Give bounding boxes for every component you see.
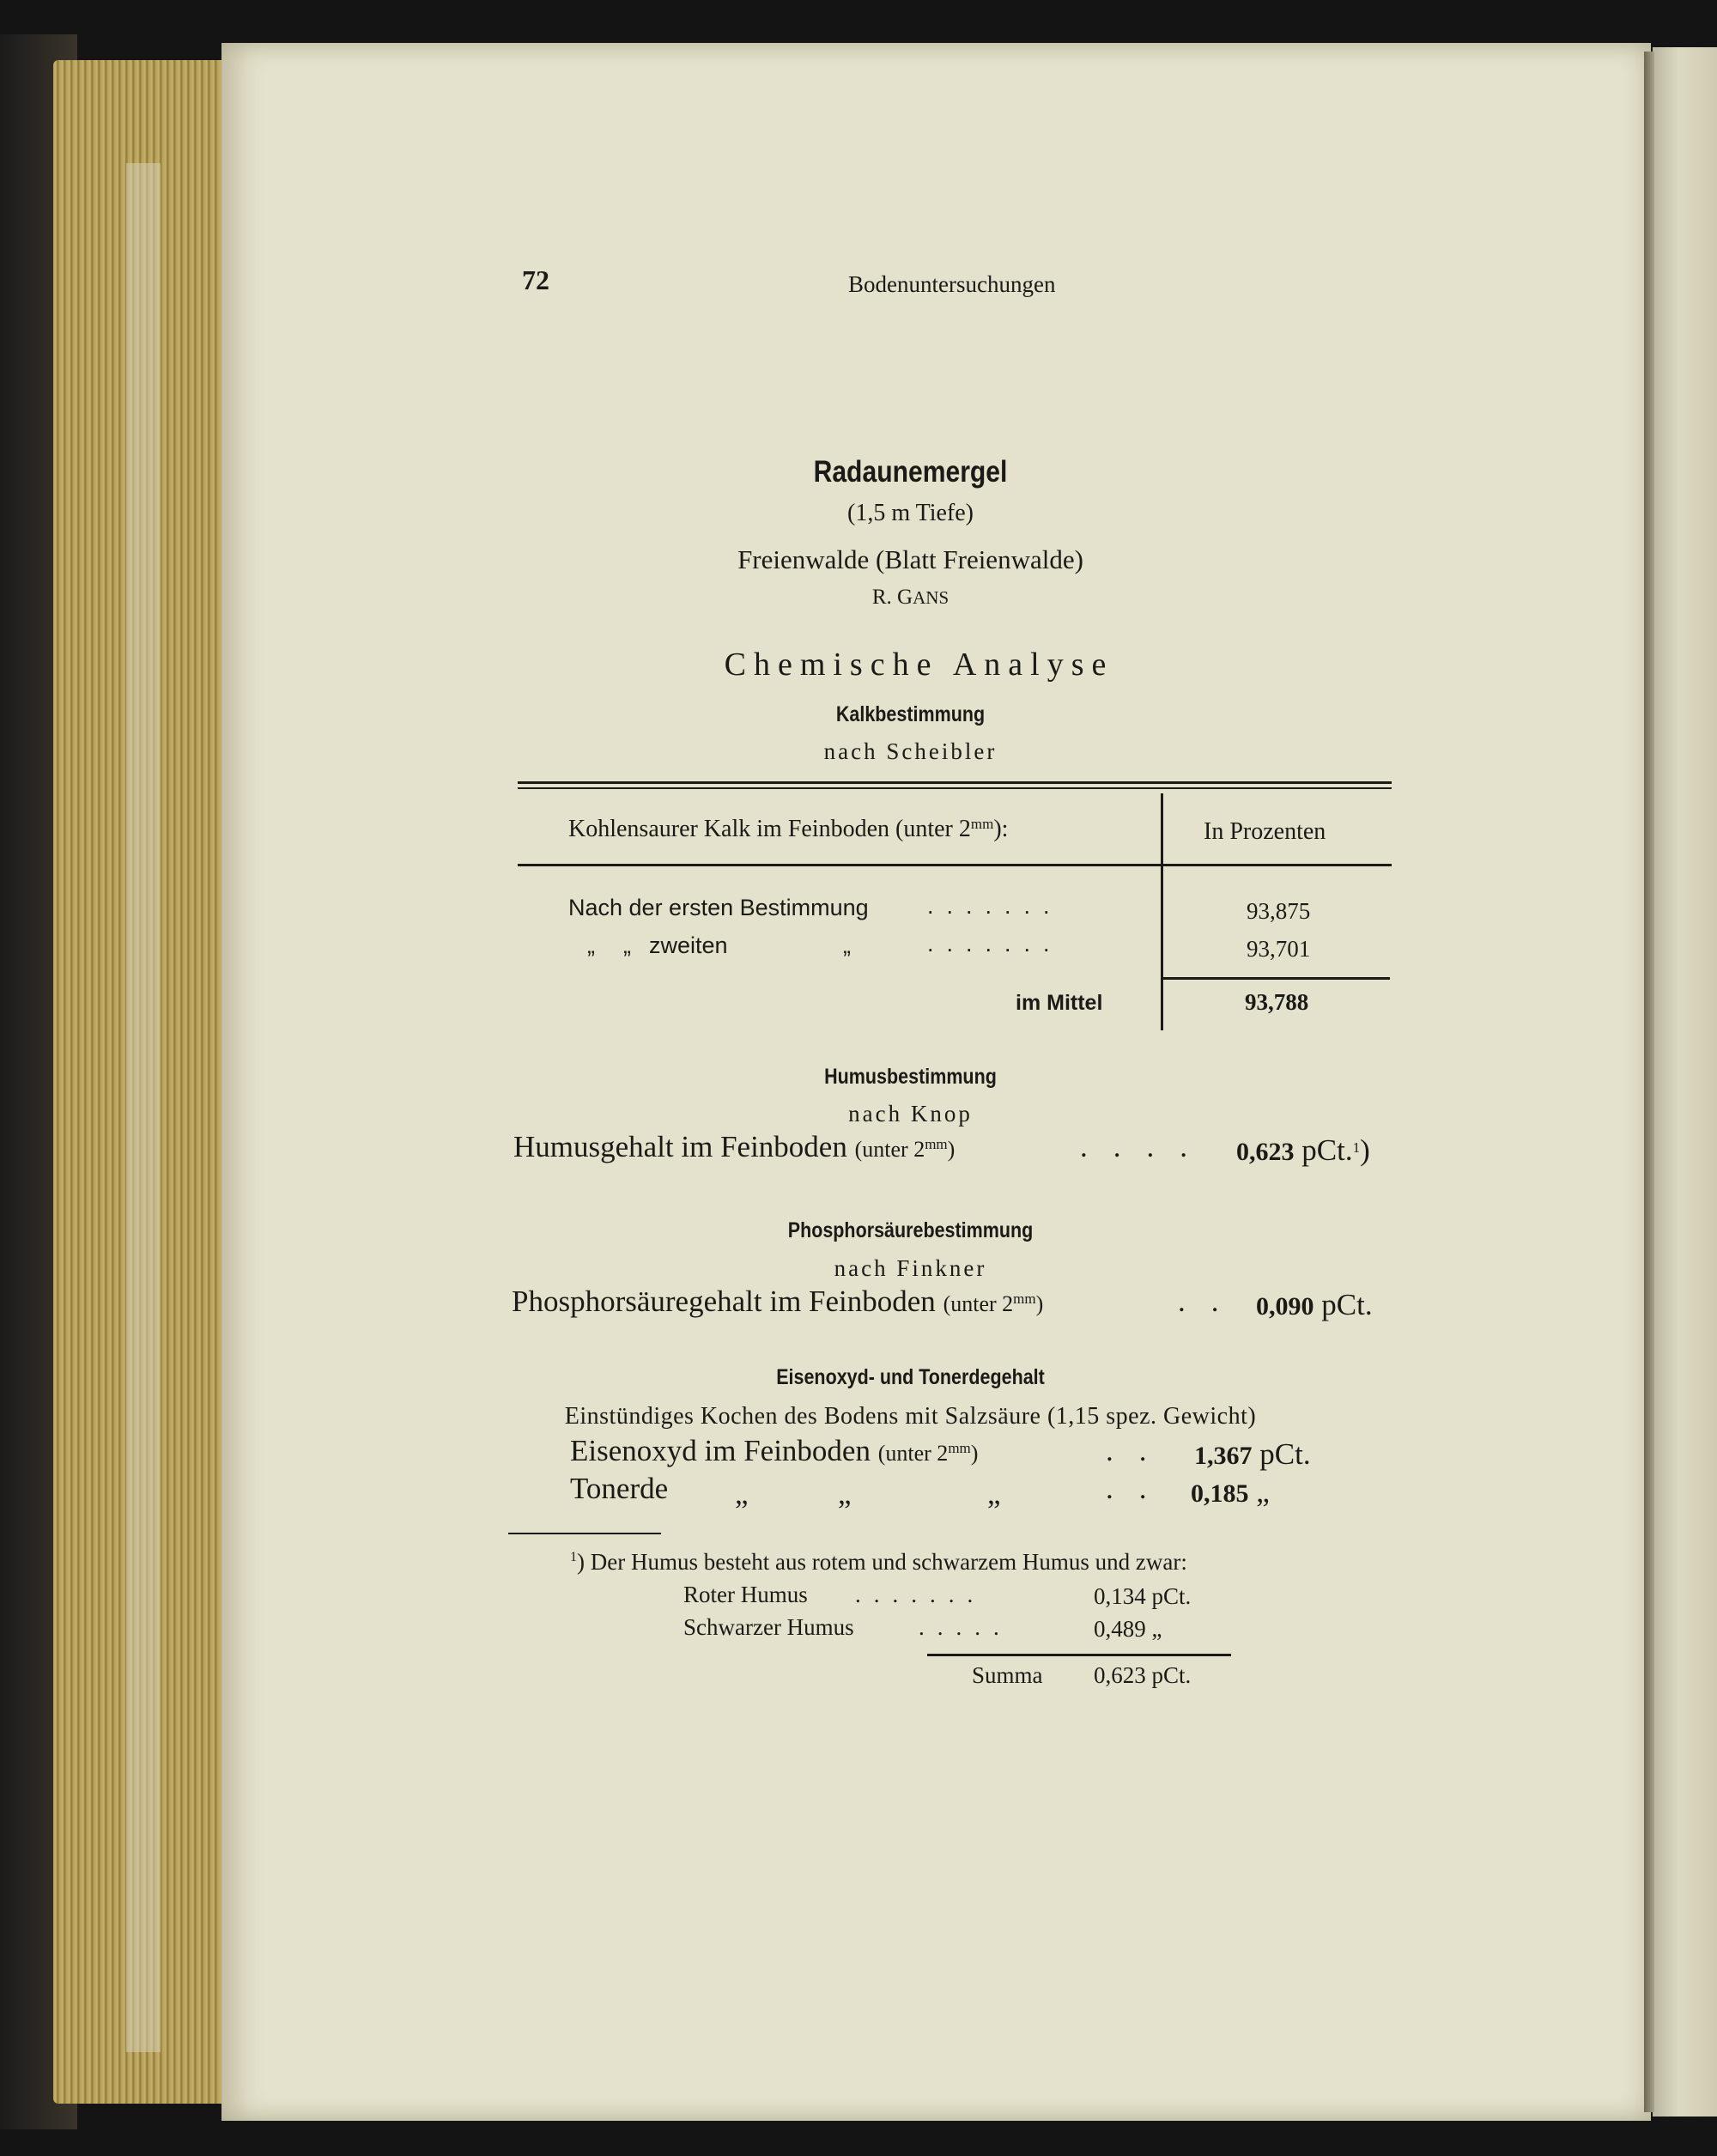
page-edge-highlight [126, 163, 161, 2052]
footnote-sum-rule [927, 1654, 1231, 1656]
footnote-row-2-value: 0,489 „ [1094, 1616, 1162, 1642]
header-left-text: Kohlensaurer Kalk im Feinboden (unter 2 [568, 816, 971, 842]
table-row-2-ditto-1: „ [587, 932, 595, 958]
footnote-marker-close: ) [577, 1549, 585, 1575]
page-gutter [1644, 52, 1654, 2112]
tonerde-value: 0,185 [1191, 1479, 1249, 1508]
humus-line-paren-end: ) [947, 1137, 956, 1162]
footnote-sum-value: 0,623 pCt. [1094, 1662, 1192, 1688]
footnote-sum-label: Summa [972, 1662, 1043, 1688]
phosphor-line-paren-end: ) [1035, 1291, 1044, 1316]
table-sum-rule [1161, 977, 1390, 980]
author-initial: R. [871, 586, 898, 609]
phosphor-value: 0,090 [1256, 1292, 1314, 1321]
tonerde-ditto-2: „ [838, 1477, 852, 1510]
footnote-text [570, 1549, 1187, 1576]
phosphor-line-paren: (unter 2 [943, 1291, 1014, 1316]
humus-line-paren: (unter 2 [854, 1137, 925, 1162]
sample-depth: (1,5 m Tiefe) [847, 500, 974, 526]
analysis-title: Chemische Analyse [724, 647, 1114, 683]
eisenoxyd-paren: (unter 2 [877, 1441, 949, 1466]
kalk-method: nach Scheibler [823, 738, 998, 764]
mean-label: im Mittel [1016, 991, 1103, 1015]
book-page [221, 43, 1651, 2121]
humus-value: 0,623 [1236, 1138, 1295, 1166]
table-header-right: In Prozenten [1204, 818, 1326, 845]
phosphor-heading: Phosphorsäurebestimmung [787, 1218, 1034, 1242]
running-head: Bodenuntersuchungen [848, 271, 1056, 297]
humus-line-text: Humusgehalt im Feinboden [513, 1130, 847, 1163]
page-edges [53, 60, 225, 2104]
table-header-left [568, 816, 1008, 843]
table-header-rule [518, 864, 1392, 866]
eisen-heading: Eisenoxyd- und Tonerdegehalt [776, 1365, 1045, 1389]
phosphor-method: nach Finkner [834, 1255, 987, 1281]
eisenoxyd-unit: mm [948, 1440, 971, 1456]
eisen-procedure: Einstündiges Kochen des Bodens mit Salzsäure (1,15 spez. Gewicht) [564, 1403, 1257, 1430]
footnote-row-1-label: Roter Humus [683, 1582, 808, 1607]
tonerde-ditto-1: „ [735, 1477, 749, 1510]
table-row-2-ditto-3: „ [843, 932, 851, 958]
footnote-marker: 1 [570, 1550, 577, 1564]
table-row-2-dots: ....... [927, 931, 1063, 957]
adjacent-page [1653, 47, 1717, 2117]
table-top-rule-2 [518, 787, 1392, 789]
eisenoxyd-pct: pCt. [1259, 1437, 1311, 1471]
document-title: Radaunemergel [813, 455, 1008, 489]
table-row-1-dots: ....... [927, 893, 1063, 919]
humus-dots: .... [1080, 1130, 1213, 1163]
tonerde-ditto-3: „ [987, 1477, 1001, 1510]
footnote-rule [508, 1533, 661, 1534]
phosphor-result [1256, 1288, 1373, 1322]
humus-unit: pCt. [1301, 1133, 1353, 1167]
kalk-heading: Kalkbestimmung [835, 702, 986, 726]
table-top-rule [518, 781, 1392, 784]
tonerde-dots: .. [1106, 1472, 1173, 1505]
table-row-2-ditto-2: „ [623, 932, 631, 958]
footnote-row-2-dots: ..... [919, 1614, 1012, 1640]
footnote-row-1-dots: ....... [855, 1582, 986, 1607]
phosphor-line-text: Phosphorsäuregehalt im Feinboden [512, 1284, 936, 1318]
tonerde-unit: „ [1256, 1475, 1270, 1509]
eisenoxyd-value: 1,367 [1194, 1442, 1253, 1470]
eisenoxyd-dots: .. [1106, 1434, 1173, 1467]
humus-footnote-ref: 1 [1352, 1139, 1361, 1156]
table-row-1-label: Nach der ersten Bestimmung [568, 895, 869, 920]
tonerde-label: Tonerde [570, 1472, 669, 1505]
humus-footnote-close: ) [1360, 1133, 1370, 1167]
eisenoxyd-line [570, 1434, 978, 1468]
author-surname-first: G [897, 586, 913, 609]
humus-result [1236, 1133, 1370, 1168]
humus-line-unit: mm [925, 1136, 948, 1152]
page-number: 72 [522, 264, 549, 295]
eisenoxyd-label: Eisenoxyd im Feinboden [570, 1434, 871, 1467]
humus-method: nach Knop [848, 1101, 973, 1127]
eisenoxyd-result [1194, 1437, 1311, 1472]
footnote-row-1-value: 0,134 pCt. [1094, 1583, 1192, 1609]
tonerde-result [1191, 1475, 1270, 1509]
humus-line [513, 1130, 955, 1164]
phosphor-line [512, 1284, 1043, 1319]
humus-heading: Humusbestimmung [824, 1065, 997, 1089]
table-row-1-value: 93,875 [1247, 898, 1311, 924]
table-mean-divider [1161, 979, 1163, 1030]
phosphor-dots: .. [1178, 1284, 1245, 1318]
table-row-2-value: 93,701 [1247, 936, 1311, 962]
header-left-end: ): [993, 816, 1009, 842]
author-surname-rest: ANS [913, 587, 950, 608]
header-left-unit: mm [970, 816, 994, 832]
phosphor-unit: pCt. [1321, 1288, 1373, 1321]
author [196, 586, 1625, 610]
footnote-row-2-label: Schwarzer Humus [683, 1614, 854, 1640]
table-row-2-label: zweiten [649, 932, 728, 958]
eisenoxyd-paren-end: ) [970, 1441, 979, 1466]
phosphor-line-unit: mm [1013, 1291, 1036, 1307]
footnote-body: Der Humus besteht aus rotem und schwarzem Humus und zwar: [590, 1549, 1187, 1575]
sample-locality: Freienwalde (Blatt Freienwalde) [737, 544, 1083, 574]
mean-value: 93,788 [1245, 989, 1309, 1015]
